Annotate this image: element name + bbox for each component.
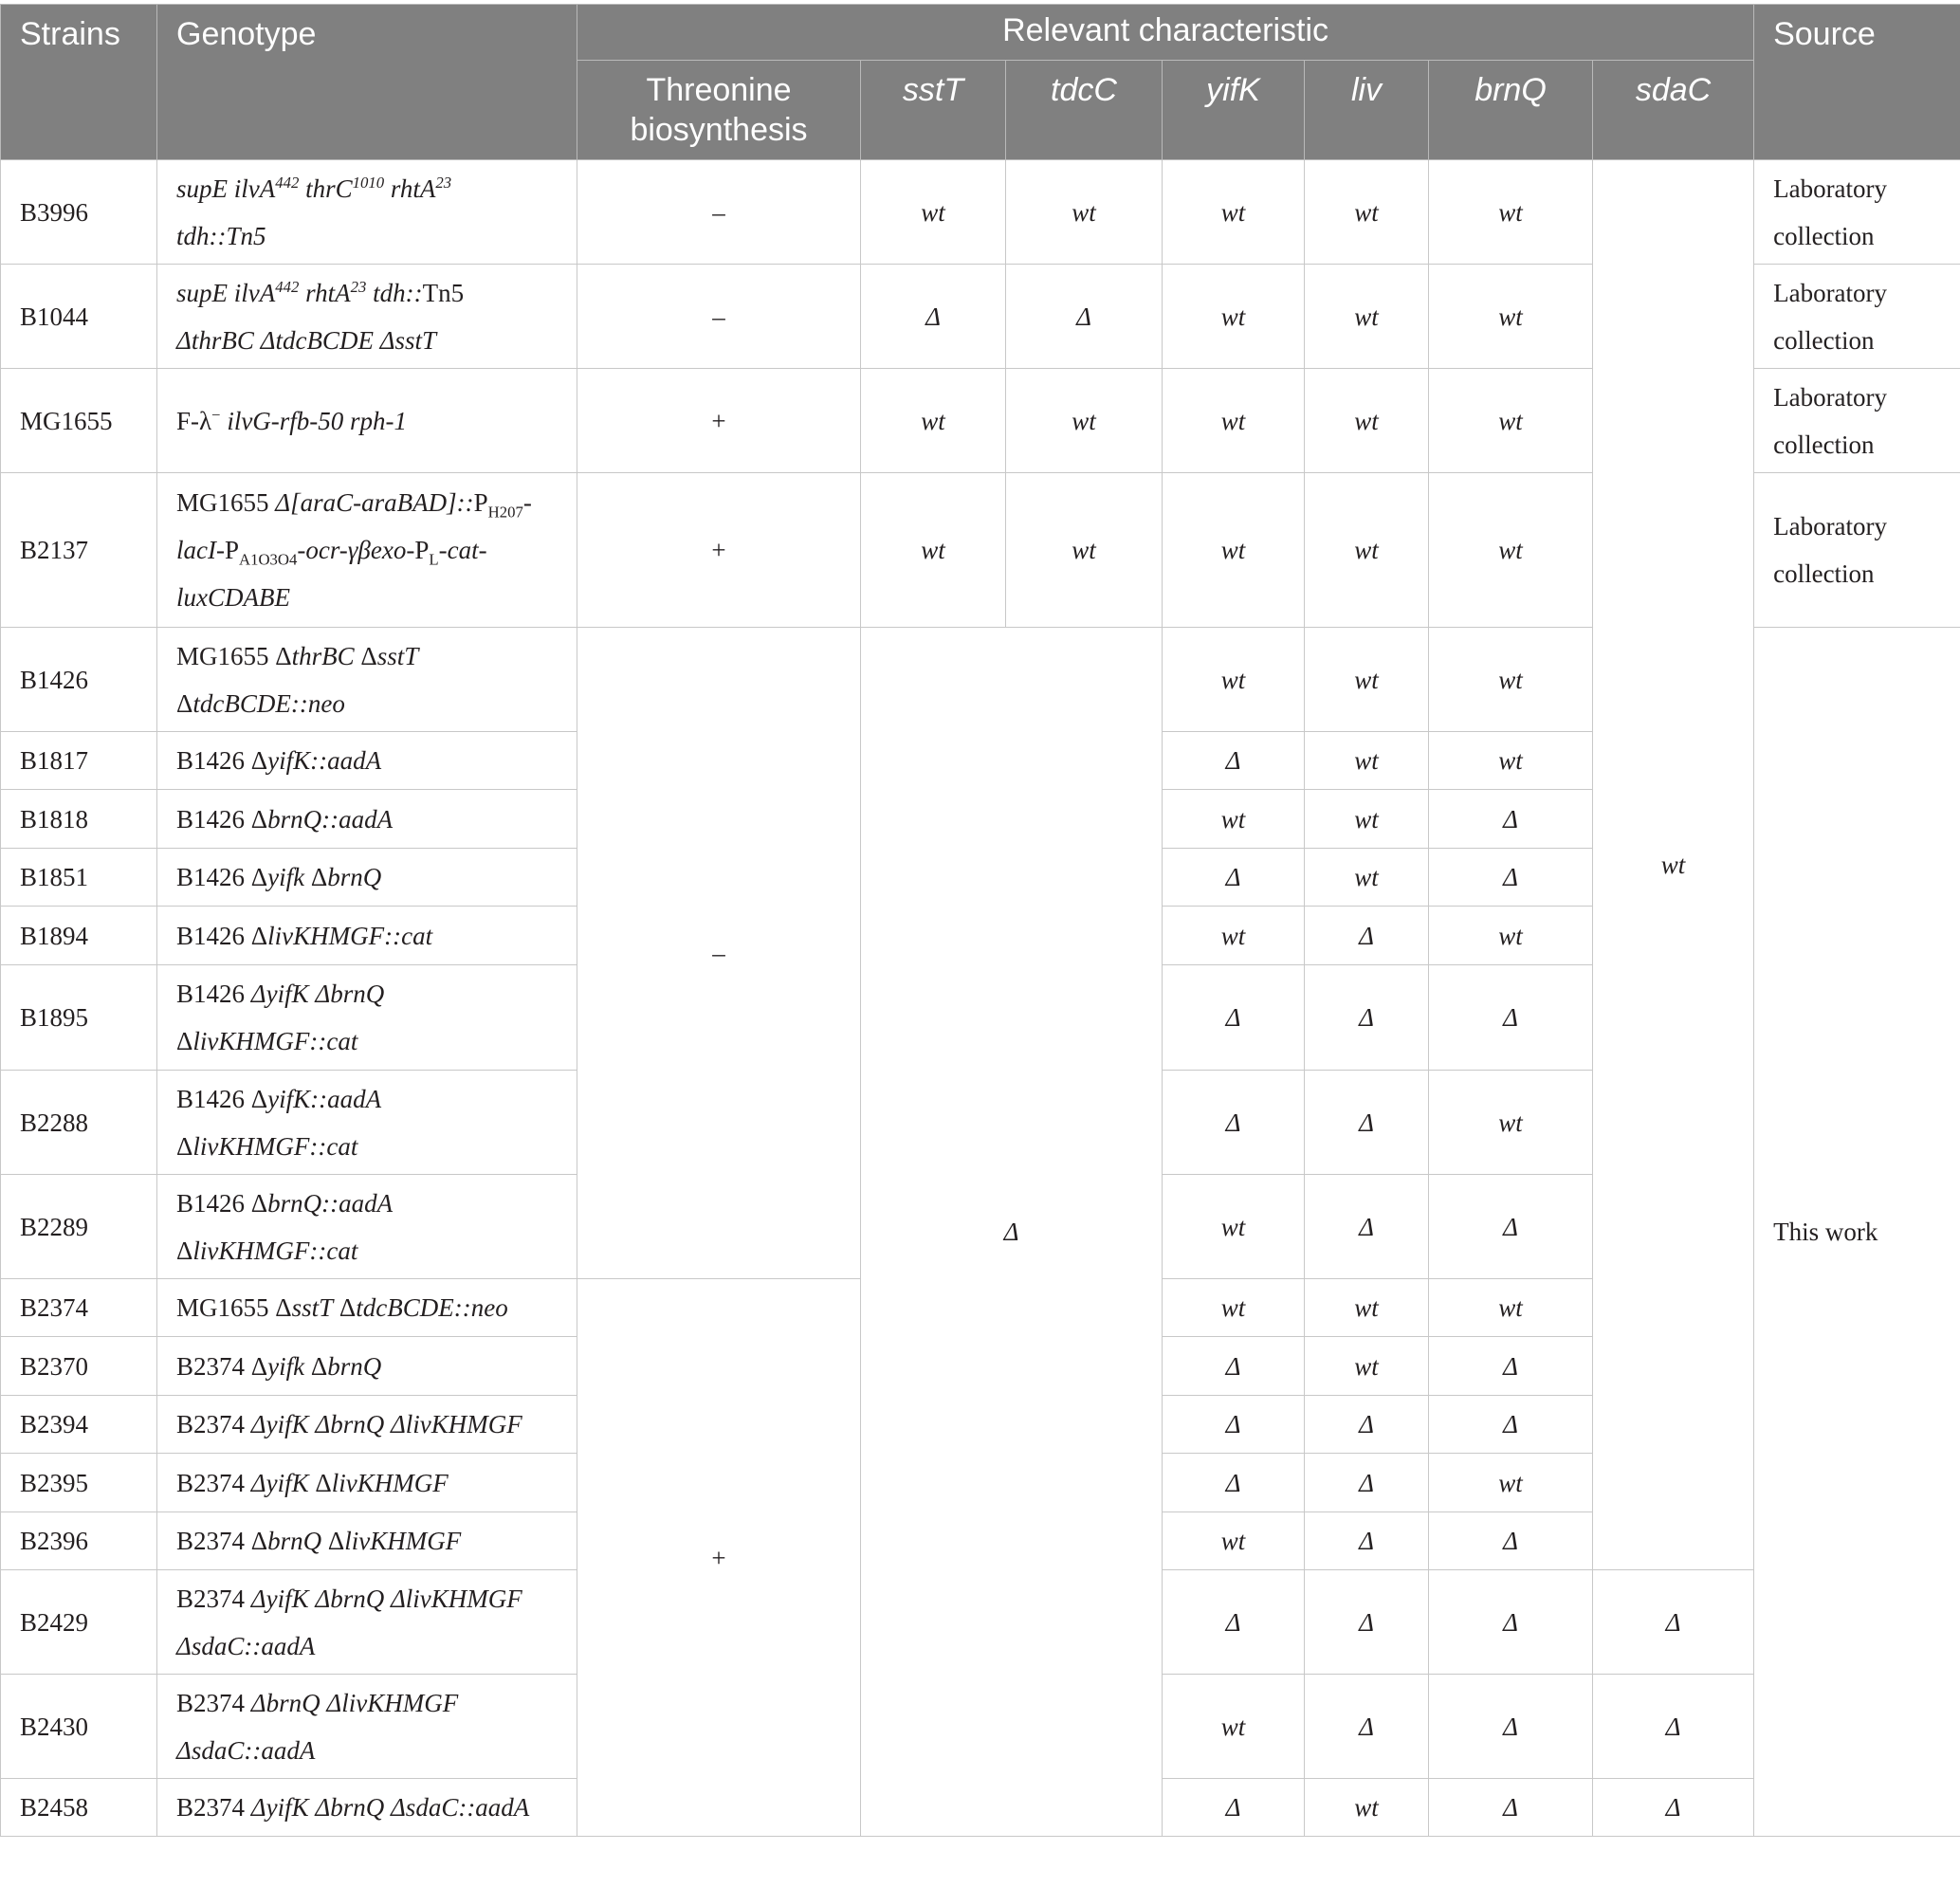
- liv-cell: wt: [1305, 1779, 1429, 1837]
- brnQ-cell: Δ: [1429, 849, 1593, 907]
- liv-cell: wt: [1305, 628, 1429, 732]
- liv-cell: Δ: [1305, 1512, 1429, 1570]
- header-strains: Strains: [1, 5, 157, 160]
- yifK-cell: wt: [1163, 473, 1305, 628]
- liv-cell: wt: [1305, 369, 1429, 473]
- yifK-cell: Δ: [1163, 1779, 1305, 1837]
- threonine-cell: –: [577, 160, 861, 265]
- strain-cell: B1894: [1, 907, 157, 965]
- brnQ-cell: wt: [1429, 732, 1593, 790]
- strain-cell: B2429: [1, 1570, 157, 1675]
- genotype-cell: B2374 ΔbrnQ ΔlivKHMGF ΔsdaC::aadA: [157, 1675, 577, 1779]
- strain-cell: B2374: [1, 1279, 157, 1337]
- brnQ-cell: Δ: [1429, 1175, 1593, 1279]
- brnQ-cell: wt: [1429, 265, 1593, 369]
- liv-cell: wt: [1305, 1337, 1429, 1396]
- source-cell: Laboratory collection: [1754, 369, 1960, 473]
- yifK-cell: Δ: [1163, 849, 1305, 907]
- liv-cell: Δ: [1305, 1175, 1429, 1279]
- sstT-cell: wt: [861, 160, 1006, 265]
- liv-cell: wt: [1305, 473, 1429, 628]
- brnQ-cell: Δ: [1429, 790, 1593, 849]
- threonine-cell: –: [577, 265, 861, 369]
- genotype-cell: B1426 Δyifk ΔbrnQ: [157, 849, 577, 907]
- genotype-cell: MG1655 ΔthrBC ΔsstT ΔtdcBCDE::neo: [157, 628, 577, 732]
- genotype-cell: MG1655 ΔsstT ΔtdcBCDE::neo: [157, 1279, 577, 1337]
- source-cell: Laboratory collection: [1754, 160, 1960, 265]
- liv-cell: wt: [1305, 849, 1429, 907]
- sdaC-cell: Δ: [1593, 1779, 1754, 1837]
- strain-cell: B2430: [1, 1675, 157, 1779]
- sstT-tdcC-cell-group: Δ: [861, 628, 1163, 1837]
- yifK-cell: Δ: [1163, 1071, 1305, 1175]
- genotype-cell: B1426 ΔyifK ΔbrnQ ΔlivKHMGF::cat: [157, 965, 577, 1071]
- liv-cell: wt: [1305, 265, 1429, 369]
- genotype-cell: F-λ− ilvG-rfb-50 rph-1: [157, 369, 577, 473]
- threonine-cell: +: [577, 369, 861, 473]
- strain-cell: B1426: [1, 628, 157, 732]
- yifK-cell: Δ: [1163, 1396, 1305, 1454]
- yifK-cell: wt: [1163, 1675, 1305, 1779]
- brnQ-cell: wt: [1429, 473, 1593, 628]
- header-brnQ: brnQ: [1429, 61, 1593, 160]
- yifK-cell: wt: [1163, 1175, 1305, 1279]
- strain-cell: B2370: [1, 1337, 157, 1396]
- header-genotype: Genotype: [157, 5, 577, 160]
- liv-cell: wt: [1305, 732, 1429, 790]
- liv-cell: Δ: [1305, 965, 1429, 1071]
- sstT-cell: wt: [861, 473, 1006, 628]
- yifK-cell: wt: [1163, 628, 1305, 732]
- tdcC-cell: wt: [1006, 160, 1163, 265]
- liv-cell: Δ: [1305, 1570, 1429, 1675]
- yifK-cell: Δ: [1163, 1570, 1305, 1675]
- threonine-cell-group: +: [577, 1279, 861, 1837]
- strain-cell: B1895: [1, 965, 157, 1071]
- strain-cell: B2289: [1, 1175, 157, 1279]
- threonine-cell: +: [577, 473, 861, 628]
- sdaC-cell-wt: wt: [1593, 160, 1754, 1570]
- yifK-cell: Δ: [1163, 732, 1305, 790]
- yifK-cell: wt: [1163, 907, 1305, 965]
- genotype-cell: B2374 Δyifk ΔbrnQ: [157, 1337, 577, 1396]
- genotype-cell: supE ilvA$^{442}$ rhtA$^{23}$ tdh::Tn5 ΔthrBC ΔtdcBCDE ΔsstT: [157, 265, 577, 369]
- source-cell-this-work: This work: [1754, 628, 1960, 1837]
- genotype-cell: B1426 ΔlivKHMGF::cat: [157, 907, 577, 965]
- strain-cell: B2394: [1, 1396, 157, 1454]
- header-tdcC: tdcC: [1006, 61, 1163, 160]
- header-sdaC: sdaC: [1593, 61, 1754, 160]
- genotype-cell: B1426 ΔbrnQ::aadA: [157, 790, 577, 849]
- header-liv: liv: [1305, 61, 1429, 160]
- strain-cell: B3996: [1, 160, 157, 265]
- brnQ-cell: Δ: [1429, 1337, 1593, 1396]
- genotype-cell: B2374 ΔyifK ΔbrnQ ΔlivKHMGF ΔsdaC::aadA: [157, 1570, 577, 1675]
- liv-cell: Δ: [1305, 1396, 1429, 1454]
- yifK-cell: Δ: [1163, 1337, 1305, 1396]
- brnQ-cell: wt: [1429, 1071, 1593, 1175]
- threonine-cell-group: –: [577, 628, 861, 1279]
- brnQ-cell: Δ: [1429, 965, 1593, 1071]
- header-threonine: Threonine biosynthesis: [577, 61, 861, 160]
- brnQ-cell: wt: [1429, 907, 1593, 965]
- sstT-cell: Δ: [861, 265, 1006, 369]
- yifK-cell: wt: [1163, 790, 1305, 849]
- yifK-cell: wt: [1163, 265, 1305, 369]
- strain-cell: B2458: [1, 1779, 157, 1837]
- sstT-cell: wt: [861, 369, 1006, 473]
- genotype-cell: B2374 ΔyifK ΔlivKHMGF: [157, 1454, 577, 1512]
- liv-cell: Δ: [1305, 907, 1429, 965]
- strain-cell: B1851: [1, 849, 157, 907]
- genotype-cell: B2374 ΔyifK ΔbrnQ ΔlivKHMGF: [157, 1396, 577, 1454]
- liv-cell: wt: [1305, 790, 1429, 849]
- strain-cell: MG1655: [1, 369, 157, 473]
- header-relevant-characteristic: Relevant characteristic: [577, 5, 1754, 61]
- liv-cell: Δ: [1305, 1071, 1429, 1175]
- header-yifK: yifK: [1163, 61, 1305, 160]
- brnQ-cell: Δ: [1429, 1570, 1593, 1675]
- yifK-cell: wt: [1163, 1512, 1305, 1570]
- genotype-cell: B1426 ΔyifK::aadA ΔlivKHMGF::cat: [157, 1071, 577, 1175]
- brnQ-cell: wt: [1429, 628, 1593, 732]
- tdcC-cell: Δ: [1006, 265, 1163, 369]
- brnQ-cell: Δ: [1429, 1396, 1593, 1454]
- tdcC-cell: wt: [1006, 369, 1163, 473]
- brnQ-cell: Δ: [1429, 1512, 1593, 1570]
- sdaC-cell: Δ: [1593, 1570, 1754, 1675]
- yifK-cell: Δ: [1163, 1454, 1305, 1512]
- header-source: Source: [1754, 5, 1960, 160]
- strains-table: [0, 4, 1960, 1837]
- brnQ-cell: Δ: [1429, 1779, 1593, 1837]
- yifK-cell: wt: [1163, 160, 1305, 265]
- liv-cell: Δ: [1305, 1454, 1429, 1512]
- brnQ-cell: Δ: [1429, 1675, 1593, 1779]
- strain-cell: B2137: [1, 473, 157, 628]
- strain-cell: B1044: [1, 265, 157, 369]
- strain-cell: B1818: [1, 790, 157, 849]
- genotype-cell: B1426 ΔyifK::aadA: [157, 732, 577, 790]
- source-cell: Laboratory collection: [1754, 473, 1960, 628]
- genotype-cell: MG1655 $\Delta[araC-araBAD]::P_{H207}-lacI-P_{A1O3O4}-ocr-\gamma\beta exo-P_L-cat$-luxCDABE: [157, 473, 577, 628]
- genotype-cell: supE ilvA$^{442}$ thrC$^{1010}$ rhtA$^{23}$ tdh::Tn5: [157, 160, 577, 265]
- source-cell: Laboratory collection: [1754, 265, 1960, 369]
- brnQ-cell: wt: [1429, 160, 1593, 265]
- liv-cell: Δ: [1305, 1675, 1429, 1779]
- genotype-cell: B2374 ΔbrnQ ΔlivKHMGF: [157, 1512, 577, 1570]
- genotype-cell: B2374 ΔyifK ΔbrnQ ΔsdaC::aadA: [157, 1779, 577, 1837]
- genotype-cell: B1426 ΔbrnQ::aadA ΔlivKHMGF::cat: [157, 1175, 577, 1279]
- strain-cell: B1817: [1, 732, 157, 790]
- header-ssTt: sstT: [861, 61, 1006, 160]
- brnQ-cell: wt: [1429, 369, 1593, 473]
- sdaC-cell: Δ: [1593, 1675, 1754, 1779]
- liv-cell: wt: [1305, 160, 1429, 265]
- brnQ-cell: wt: [1429, 1279, 1593, 1337]
- strain-cell: B2396: [1, 1512, 157, 1570]
- strain-cell: B2288: [1, 1071, 157, 1175]
- liv-cell: wt: [1305, 1279, 1429, 1337]
- yifK-cell: Δ: [1163, 965, 1305, 1071]
- strain-cell: B2395: [1, 1454, 157, 1512]
- table-row: [1, 160, 1960, 265]
- yifK-cell: wt: [1163, 369, 1305, 473]
- tdcC-cell: wt: [1006, 473, 1163, 628]
- yifK-cell: wt: [1163, 1279, 1305, 1337]
- brnQ-cell: wt: [1429, 1454, 1593, 1512]
